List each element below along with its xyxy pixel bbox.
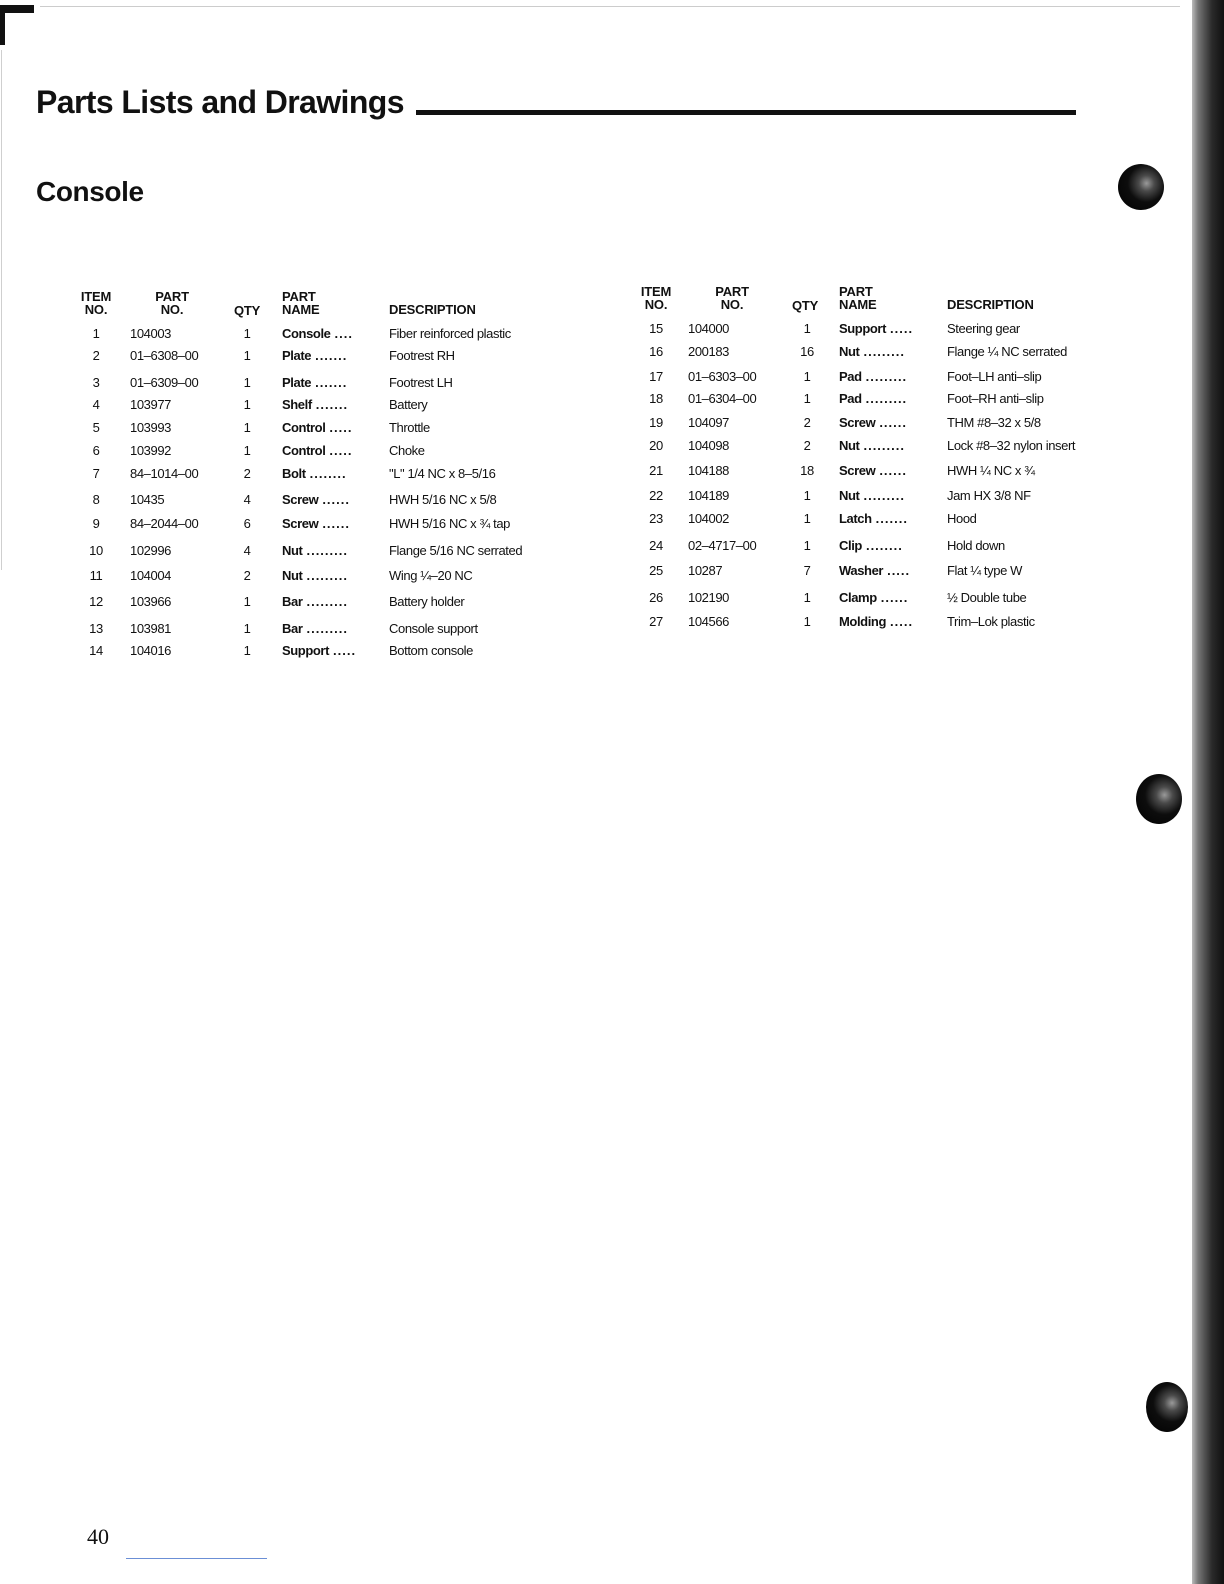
part-name xyxy=(839,320,913,338)
part-description: HWH 5/16 NC x ¾ tap xyxy=(389,516,510,531)
item-number: 6 xyxy=(92,443,100,458)
part-name xyxy=(839,343,905,361)
item-number: 27 xyxy=(649,614,663,629)
part-name-text: Pad xyxy=(839,369,862,384)
item-number: 13 xyxy=(89,621,103,636)
dot-leader: ........ xyxy=(865,538,903,553)
dot-leader: ....... xyxy=(315,375,348,390)
part-description: Wing ¼–20 NC xyxy=(389,568,473,583)
part-description: THM #8–32 x 5/8 xyxy=(947,415,1041,430)
table-row xyxy=(79,593,599,611)
header-item-top: ITEM xyxy=(640,284,672,299)
part-description: Choke xyxy=(389,443,425,458)
part-description: "L" 1/4 NC x 8–5/16 xyxy=(389,466,496,481)
part-number: 103992 xyxy=(130,443,171,458)
part-number: 103966 xyxy=(130,594,171,609)
part-description: Foot–RH anti–slip xyxy=(947,391,1044,406)
item-number: 7 xyxy=(92,466,100,481)
part-name-text: Screw xyxy=(839,463,876,478)
part-description: Steering gear xyxy=(947,321,1020,336)
dot-leader: ..... xyxy=(329,420,353,435)
part-name xyxy=(282,491,350,509)
part-name-text: Nut xyxy=(282,568,303,583)
part-number: 103977 xyxy=(130,397,171,412)
binding-shadow xyxy=(1192,0,1224,1584)
part-number: 01–6308–00 xyxy=(130,348,199,363)
table-row xyxy=(639,368,1159,386)
dot-leader: ..... xyxy=(890,321,914,336)
part-name xyxy=(282,419,352,437)
part-description: Foot–LH anti–slip xyxy=(947,369,1042,384)
part-description: Throttle xyxy=(389,420,430,435)
part-name-text: Bar xyxy=(282,621,303,636)
title-underline xyxy=(416,110,1076,115)
dot-leader: ..... xyxy=(887,563,911,578)
header-item-bottom: NO. xyxy=(644,297,668,312)
header-description: DESCRIPTION xyxy=(389,302,476,317)
table-row xyxy=(79,491,599,509)
item-number: 10 xyxy=(89,543,103,558)
part-description: HWH 5/16 NC x 5/8 xyxy=(389,492,497,507)
dot-leader: ...... xyxy=(880,590,909,605)
quantity: 1 xyxy=(243,397,251,412)
header-part-no xyxy=(707,285,757,311)
item-number: 22 xyxy=(649,488,663,503)
quantity: 1 xyxy=(803,538,811,553)
part-description: Hold down xyxy=(947,538,1005,553)
part-name xyxy=(839,487,905,505)
dot-leader: ......... xyxy=(863,488,905,503)
dot-leader: ....... xyxy=(315,397,349,412)
part-number: 10287 xyxy=(688,563,723,578)
item-number: 25 xyxy=(649,563,663,578)
part-number: 103981 xyxy=(130,621,171,636)
part-number: 102190 xyxy=(688,590,729,605)
header-part-bottom: NO. xyxy=(160,302,184,317)
table-row xyxy=(79,515,599,533)
dot-leader: ......... xyxy=(306,621,348,636)
part-name-text: Nut xyxy=(839,488,860,503)
part-name xyxy=(282,642,356,660)
item-number: 18 xyxy=(649,391,663,406)
quantity: 1 xyxy=(243,375,251,390)
quantity: 1 xyxy=(803,321,811,336)
part-number: 01–6304–00 xyxy=(688,391,757,406)
quantity: 7 xyxy=(803,563,811,578)
part-name xyxy=(282,325,353,343)
quantity: 1 xyxy=(243,643,251,658)
part-name xyxy=(839,414,907,432)
item-number: 14 xyxy=(89,643,103,658)
dot-leader: ........ xyxy=(309,466,347,481)
table-row xyxy=(79,419,599,437)
quantity: 1 xyxy=(243,443,251,458)
dot-leader: ...... xyxy=(322,516,350,531)
part-name xyxy=(282,396,348,414)
dot-leader: ......... xyxy=(863,438,905,453)
part-name xyxy=(282,465,347,483)
part-name-text: Nut xyxy=(282,543,303,558)
part-name xyxy=(839,437,905,455)
table-row xyxy=(79,620,599,638)
part-name-text: Nut xyxy=(839,344,860,359)
item-number: 4 xyxy=(92,397,100,412)
part-description: Flange 5/16 NC serrated xyxy=(389,543,523,558)
part-name-text: Clamp xyxy=(839,590,877,605)
dot-leader: ....... xyxy=(875,511,908,526)
header-description: DESCRIPTION xyxy=(947,297,1034,312)
part-description: Battery xyxy=(389,397,428,412)
footer-rule xyxy=(126,1558,267,1559)
quantity: 2 xyxy=(243,466,251,481)
part-name-text: Shelf xyxy=(282,397,312,412)
table-row xyxy=(639,343,1159,361)
part-name xyxy=(282,542,348,560)
punch-hole-icon xyxy=(1118,164,1164,210)
dot-leader: ..... xyxy=(329,443,353,458)
part-number: 01–6303–00 xyxy=(688,369,757,384)
header-part-name xyxy=(282,290,319,316)
part-number: 104189 xyxy=(688,488,729,503)
quantity: 1 xyxy=(803,590,811,605)
corner-crop-mark-vertical xyxy=(0,5,5,45)
part-number: 104000 xyxy=(688,321,729,336)
corner-crop-mark xyxy=(0,5,34,13)
table-row xyxy=(639,562,1159,580)
table-row xyxy=(79,374,599,392)
item-number: 5 xyxy=(92,420,100,435)
quantity: 1 xyxy=(803,488,811,503)
part-description: Battery holder xyxy=(389,594,465,609)
header-item-bottom: NO. xyxy=(84,302,108,317)
quantity: 4 xyxy=(243,543,251,558)
item-number: 2 xyxy=(92,348,100,363)
part-name-text: Bar xyxy=(282,594,303,609)
table-row xyxy=(639,510,1159,528)
part-name xyxy=(839,510,908,528)
table-row xyxy=(639,487,1159,505)
dot-leader: ......... xyxy=(865,369,908,384)
section-title: Console xyxy=(36,176,144,207)
part-name-text: Support xyxy=(839,321,887,336)
item-number: 24 xyxy=(649,538,663,553)
dot-leader: ..... xyxy=(890,614,914,629)
table-row xyxy=(639,462,1159,480)
table-row xyxy=(79,347,599,365)
part-name xyxy=(839,562,910,580)
item-number: 20 xyxy=(649,438,663,453)
part-description: Fiber reinforced plastic xyxy=(389,326,511,341)
dot-leader: ...... xyxy=(879,463,907,478)
item-number: 26 xyxy=(649,590,663,605)
part-number: 104004 xyxy=(130,568,171,583)
header-item-no xyxy=(639,285,673,311)
item-number: 3 xyxy=(92,375,100,390)
dot-leader: ......... xyxy=(306,568,348,583)
item-number: 21 xyxy=(649,463,663,478)
part-description: Footrest RH xyxy=(389,348,455,363)
part-name xyxy=(839,390,907,408)
part-description: Flat ¼ type W xyxy=(947,563,1022,578)
part-name-text: Nut xyxy=(839,438,860,453)
quantity: 4 xyxy=(243,492,251,507)
part-name xyxy=(839,368,907,386)
punch-hole-icon xyxy=(1136,774,1182,824)
part-description: Bottom console xyxy=(389,643,474,658)
dot-leader: ..... xyxy=(333,643,357,658)
part-name xyxy=(839,462,907,480)
part-description: ½ Double tube xyxy=(947,590,1027,605)
part-name xyxy=(282,620,348,638)
part-description: Footrest LH xyxy=(389,375,453,390)
punch-hole-icon xyxy=(1146,1382,1188,1432)
header-part-top: PART xyxy=(715,284,749,299)
item-number: 11 xyxy=(89,568,103,583)
part-number: 102996 xyxy=(130,543,171,558)
part-name-text: Plate xyxy=(282,375,312,390)
part-number: 104016 xyxy=(130,643,171,658)
item-number: 19 xyxy=(649,415,663,430)
part-name-text: Pad xyxy=(839,391,862,406)
table-row xyxy=(639,390,1159,408)
quantity: 2 xyxy=(243,568,251,583)
part-name xyxy=(282,374,347,392)
header-qty: QTY xyxy=(792,298,819,313)
dot-leader: ......... xyxy=(306,594,348,609)
part-name-text: Latch xyxy=(839,511,872,526)
quantity: 2 xyxy=(803,438,811,453)
part-description: Jam HX 3/8 NF xyxy=(947,488,1031,503)
dot-leader: ......... xyxy=(865,391,908,406)
quantity: 6 xyxy=(243,516,251,531)
quantity: 16 xyxy=(800,344,814,359)
page-title: Parts Lists and Drawings xyxy=(36,84,404,120)
quantity: 1 xyxy=(243,621,251,636)
page-top-edge xyxy=(40,6,1180,7)
quantity: 1 xyxy=(243,420,251,435)
part-name xyxy=(282,567,348,585)
part-name-text: Control xyxy=(282,443,326,458)
part-name-text: Washer xyxy=(839,563,884,578)
table-row xyxy=(639,414,1159,432)
parts-table-left xyxy=(79,290,599,670)
part-description: Console support xyxy=(389,621,478,636)
table-row xyxy=(639,537,1159,555)
header-part-bottom: NO. xyxy=(720,297,744,312)
parts-table-right xyxy=(639,285,1159,645)
quantity: 1 xyxy=(243,348,251,363)
dot-leader: .... xyxy=(334,326,353,341)
table-row xyxy=(639,320,1159,338)
table-row xyxy=(79,442,599,460)
header-name-top: PART xyxy=(839,284,873,299)
part-name xyxy=(282,515,350,533)
part-name xyxy=(839,613,913,631)
dot-leader: ......... xyxy=(863,344,905,359)
page-number: 40 xyxy=(87,1524,109,1549)
quantity: 1 xyxy=(803,369,811,384)
part-name xyxy=(839,537,903,555)
dot-leader: ......... xyxy=(306,543,348,558)
part-number: 104566 xyxy=(688,614,729,629)
table-row xyxy=(639,589,1159,607)
table-row xyxy=(79,542,599,560)
part-name-text: Bolt xyxy=(282,466,306,481)
part-name-text: Screw xyxy=(282,492,319,507)
quantity: 1 xyxy=(243,326,251,341)
header-name-top: PART xyxy=(282,289,316,304)
item-number: 23 xyxy=(649,511,663,526)
part-name xyxy=(839,589,908,607)
table-row xyxy=(79,567,599,585)
part-number: 104097 xyxy=(688,415,729,430)
item-number: 9 xyxy=(92,516,100,531)
header-part-no xyxy=(147,290,197,316)
part-name xyxy=(282,593,348,611)
part-number: 104003 xyxy=(130,326,171,341)
item-number: 8 xyxy=(92,492,100,507)
quantity: 1 xyxy=(803,391,811,406)
part-number: 103993 xyxy=(130,420,171,435)
part-number: 104188 xyxy=(688,463,729,478)
part-description: Trim–Lok plastic xyxy=(947,614,1035,629)
item-number: 17 xyxy=(649,369,663,384)
dot-leader: ...... xyxy=(879,415,907,430)
table-row xyxy=(639,613,1159,631)
part-number: 02–4717–00 xyxy=(688,538,757,553)
header-name-bottom: NAME xyxy=(839,297,877,312)
item-number: 1 xyxy=(92,326,100,341)
part-name-text: Clip xyxy=(839,538,862,553)
header-item-no xyxy=(79,290,113,316)
table-row xyxy=(79,396,599,414)
part-description: Flange ¼ NC serrated xyxy=(947,344,1067,359)
part-description: Hood xyxy=(947,511,977,526)
part-number: 104098 xyxy=(688,438,729,453)
dot-leader: ....... xyxy=(315,348,348,363)
part-number: 01–6309–00 xyxy=(130,375,199,390)
quantity: 2 xyxy=(803,415,811,430)
part-number: 84–2044–00 xyxy=(130,516,199,531)
part-description: Lock #8–32 nylon insert xyxy=(947,438,1076,453)
quantity: 1 xyxy=(243,594,251,609)
quantity: 1 xyxy=(803,614,811,629)
header-item-top: ITEM xyxy=(80,289,112,304)
item-number: 12 xyxy=(89,594,103,609)
table-row xyxy=(79,642,599,660)
part-name-text: Control xyxy=(282,420,326,435)
part-number: 200183 xyxy=(688,344,729,359)
part-name-text: Screw xyxy=(839,415,876,430)
header-name-bottom: NAME xyxy=(282,302,320,317)
part-name xyxy=(282,442,352,460)
table-row xyxy=(79,465,599,483)
table-row xyxy=(639,437,1159,455)
item-number: 15 xyxy=(649,321,663,336)
quantity: 18 xyxy=(800,463,814,478)
part-number: 10435 xyxy=(130,492,165,507)
item-number: 16 xyxy=(649,344,663,359)
part-name xyxy=(282,347,347,365)
part-name-text: Screw xyxy=(282,516,319,531)
part-name-text: Console xyxy=(282,326,331,341)
part-name-text: Molding xyxy=(839,614,887,629)
part-number: 104002 xyxy=(688,511,729,526)
part-number: 84–1014–00 xyxy=(130,466,199,481)
header-part-name xyxy=(839,285,876,311)
header-part-top: PART xyxy=(155,289,189,304)
table-row xyxy=(79,325,599,343)
page-left-edge xyxy=(1,50,2,570)
part-name-text: Plate xyxy=(282,348,312,363)
part-name-text: Support xyxy=(282,643,330,658)
part-description: HWH ¼ NC x ¾ xyxy=(947,463,1035,478)
dot-leader: ...... xyxy=(322,492,350,507)
header-qty: QTY xyxy=(234,303,261,318)
quantity: 1 xyxy=(803,511,811,526)
